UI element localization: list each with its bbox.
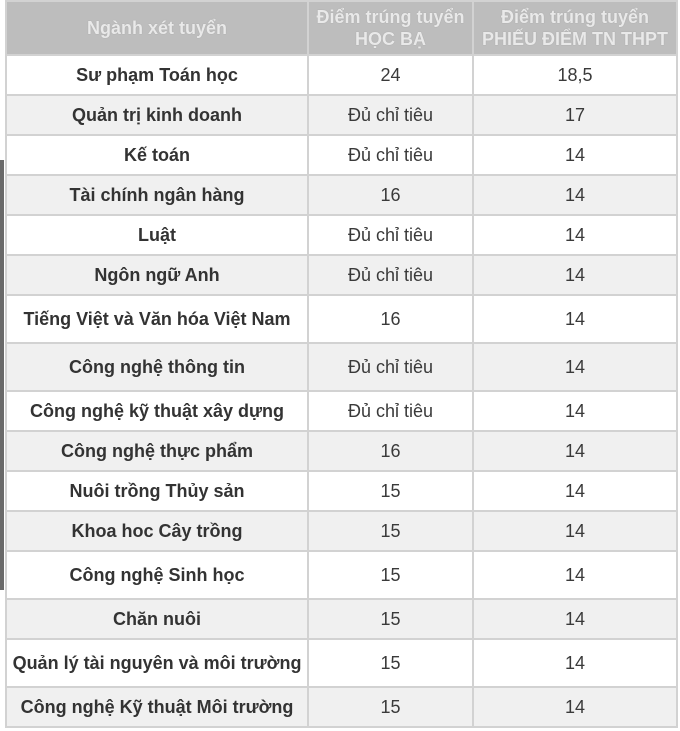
table-row [6, 471, 677, 511]
table-row [6, 431, 677, 471]
hocba-cell: 16 [308, 175, 473, 215]
header-major-label: Ngành xét tuyển [86, 18, 228, 38]
thpt-cell: 14 [473, 599, 677, 639]
major-cell: Chăn nuôi [6, 599, 308, 639]
hocba-cell: 16 [308, 431, 473, 471]
hocba-cell: Đủ chỉ tiêu [308, 343, 473, 391]
major-cell: Kế toán [6, 135, 308, 175]
thpt-cell: 17 [473, 95, 677, 135]
header-thpt-line2: PHIẾU ĐIỂM TN THPT [481, 29, 668, 49]
major-cell: Công nghệ Sinh học [6, 551, 308, 599]
thpt-cell: 14 [473, 343, 677, 391]
major-cell: Công nghệ Kỹ thuật Môi trường [6, 687, 308, 727]
thpt-cell: 14 [473, 551, 677, 599]
header-hocba-line1: Điểm trúng tuyển [316, 7, 465, 27]
left-edge-strip [0, 160, 4, 590]
hocba-cell: 15 [308, 687, 473, 727]
thpt-cell: 14 [473, 391, 677, 431]
major-cell: Luật [6, 215, 308, 255]
hocba-cell: 15 [308, 471, 473, 511]
table-row [6, 599, 677, 639]
thpt-cell: 14 [473, 135, 677, 175]
header-thpt [473, 1, 677, 55]
thpt-cell: 14 [473, 639, 677, 687]
thpt-cell: 14 [473, 295, 677, 343]
major-cell: Công nghệ kỹ thuật xây dựng [6, 391, 308, 431]
table-header [6, 1, 677, 55]
hocba-cell: Đủ chỉ tiêu [308, 135, 473, 175]
major-cell: Tiếng Việt và Văn hóa Việt Nam [6, 295, 308, 343]
table-row [6, 255, 677, 295]
table-body [6, 55, 677, 727]
thpt-cell: 14 [473, 215, 677, 255]
thpt-cell: 14 [473, 175, 677, 215]
admission-score-table [5, 0, 678, 728]
hocba-cell: Đủ chỉ tiêu [308, 215, 473, 255]
major-cell: Tài chính ngân hàng [6, 175, 308, 215]
major-cell: Công nghệ thực phẩm [6, 431, 308, 471]
hocba-cell: 15 [308, 599, 473, 639]
major-cell: Quản trị kinh doanh [6, 95, 308, 135]
thpt-cell: 14 [473, 511, 677, 551]
thpt-cell: 14 [473, 471, 677, 511]
table-row [6, 95, 677, 135]
header-major [6, 1, 308, 55]
table-row [6, 135, 677, 175]
hocba-cell: 15 [308, 639, 473, 687]
major-cell: Nuôi trồng Thủy sản [6, 471, 308, 511]
hocba-cell: 15 [308, 551, 473, 599]
hocba-cell: 24 [308, 55, 473, 95]
table-row [6, 687, 677, 727]
header-thpt-line1: Điểm trúng tuyển [500, 7, 649, 27]
hocba-cell: Đủ chỉ tiêu [308, 391, 473, 431]
header-row [6, 1, 677, 55]
hocba-cell: 16 [308, 295, 473, 343]
major-cell: Khoa hoc Cây trồng [6, 511, 308, 551]
major-cell: Ngôn ngữ Anh [6, 255, 308, 295]
table-row [6, 391, 677, 431]
header-hocba-line2: HỌC BẠ [355, 29, 426, 49]
table-row [6, 175, 677, 215]
table-row [6, 295, 677, 343]
major-cell: Quản lý tài nguyên và môi trường [6, 639, 308, 687]
header-hocba [308, 1, 473, 55]
thpt-cell: 14 [473, 687, 677, 727]
table-row [6, 55, 677, 95]
major-cell: Công nghệ thông tin [6, 343, 308, 391]
table-row [6, 511, 677, 551]
hocba-cell: 15 [308, 511, 473, 551]
table-row [6, 343, 677, 391]
table-row [6, 215, 677, 255]
table-row [6, 551, 677, 599]
hocba-cell: Đủ chỉ tiêu [308, 255, 473, 295]
table-row [6, 639, 677, 687]
thpt-cell: 14 [473, 431, 677, 471]
thpt-cell: 18,5 [473, 55, 677, 95]
thpt-cell: 14 [473, 255, 677, 295]
major-cell: Sư phạm Toán học [6, 55, 308, 95]
hocba-cell: Đủ chỉ tiêu [308, 95, 473, 135]
